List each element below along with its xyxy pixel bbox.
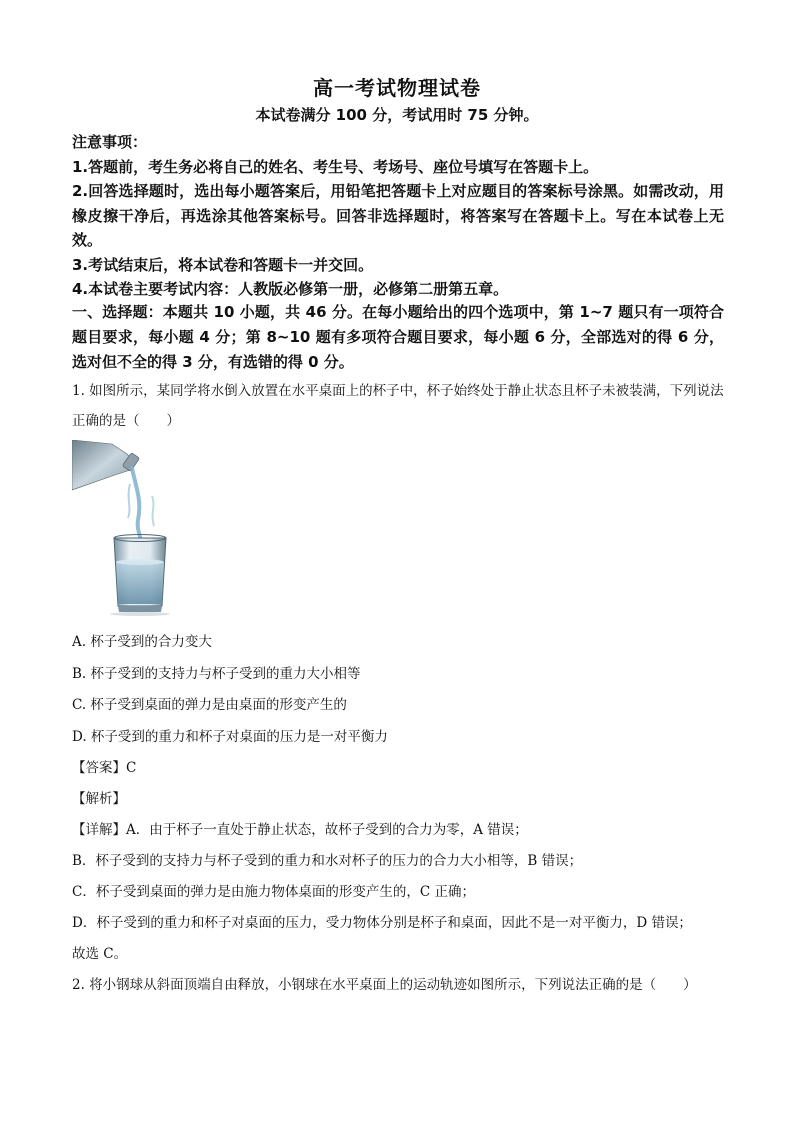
analysis-label: 【解析】: [72, 791, 126, 807]
question-1-stem: 1. 如图所示，某同学将水倒入放置在水平桌面上的杯子中，杯子始终处于静止状态且杯子未被装满，下列说法正确的是（ ）: [72, 383, 724, 429]
notice-item-1: 1.答题前，考生务必将自己的姓名、考生号、考场号、座位号填写在答题卡上。: [72, 157, 599, 176]
notice-block: [72, 130, 724, 302]
water-glass-photo: [72, 440, 190, 616]
detail-line-2: B．杯子受到的支持力与杯子受到的重力和水对杯子的压力的合力大小相等，B 错误；: [72, 853, 583, 869]
option-c: C. 杯子受到桌面的弹力是由桌面的形变产生的: [72, 697, 347, 713]
water-glass-icon: [72, 440, 190, 616]
detail-line-5: 故选 C。: [72, 946, 128, 962]
notice-item-4: 4.本试卷主要考试内容：人教版必修第一册，必修第二册第五章。: [72, 280, 509, 298]
notice-heading: 注意事项：: [72, 133, 148, 151]
option-a: A. 杯子受到的合力变大: [72, 634, 212, 650]
section-intro: 一、选择题：本题共 10 小题，共 46 分。在每小题给出的四个选项中，第 1~7 题只有一项符合题目要求，每小题 4 分；第 8~10 题有多项符合题目要求，每小题 6 分，全部选对的得 6 分，选对但不全的得 3 分，有选错的得 0 分。: [72, 303, 724, 371]
detail-line-1: 【详解】A．由于杯子一直处于静止状态，故杯子受到的合力为零，A 错误；: [72, 822, 528, 838]
option-b: B. 杯子受到的支持力与杯子受到的重力大小相等: [72, 666, 361, 682]
answer-label: 【答案】C: [72, 760, 137, 776]
detail-line-4: D．杯子受到的重力和杯子对桌面的压力，受力物体分别是杯子和桌面，因此不是一对平衡力，D 错误；: [72, 915, 692, 931]
notice-item-3: 3.考试结束后，将本试卷和答题卡一并交回。: [72, 255, 374, 274]
notice-item-2: 2.回答选择题时，选出每小题答案后，用铅笔把答题卡上对应题目的答案标号涂黑。如需改动，用橡皮擦干净后，再选涂其他答案标号。回答非选择题时，将答案写在答题卡上。写在本试卷上无效。: [72, 182, 724, 249]
question-2-stem: 2. 将小钢球从斜面顶端自由释放，小钢球在水平桌面上的运动轨迹如图所示，下列说法正确的是（ ）: [72, 977, 697, 993]
option-d: D. 杯子受到的重力和杯子对桌面的压力是一对平衡力: [72, 729, 388, 745]
page-title: 高一考试物理试卷: [313, 76, 481, 100]
exam-subtitle: 本试卷满分 100 分，考试用时 75 分钟。: [255, 106, 539, 124]
detail-line-3: C．杯子受到桌面的弹力是由施力物体桌面的形变产生的，C 正确；: [72, 884, 475, 900]
